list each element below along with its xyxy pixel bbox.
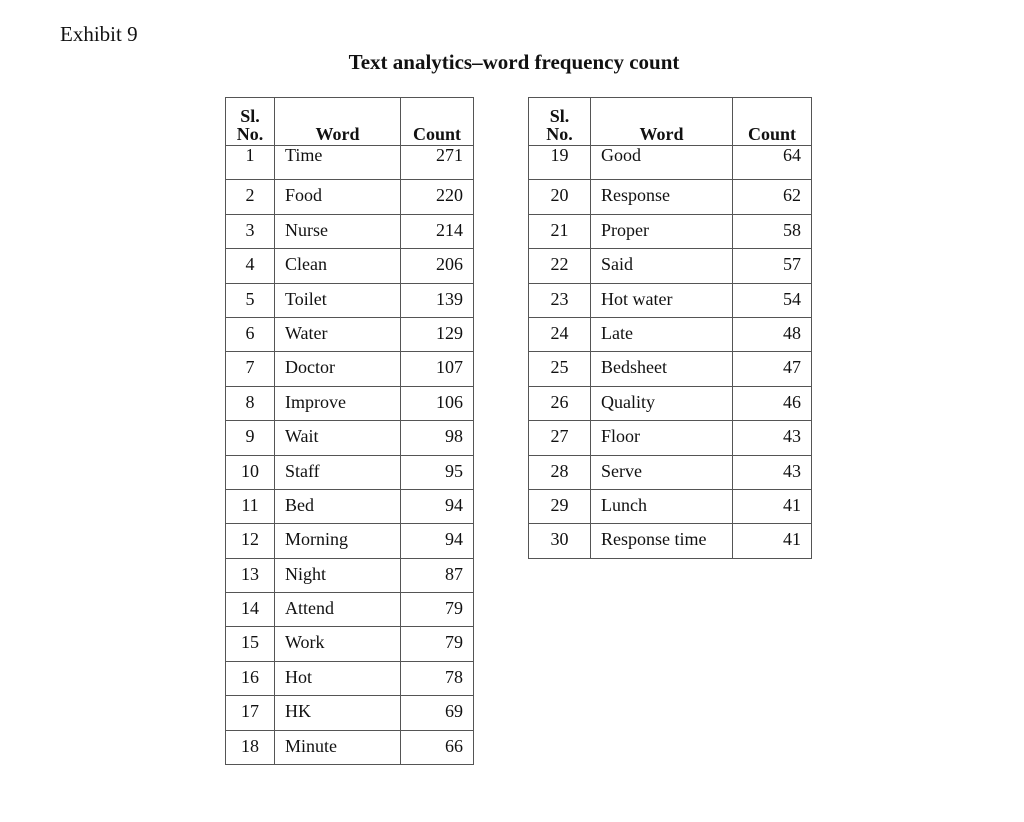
table-row xyxy=(529,455,812,489)
row-count: 94 xyxy=(401,489,474,523)
table-row xyxy=(226,386,474,420)
row-word: Morning xyxy=(275,524,401,558)
table-header-row xyxy=(226,98,474,146)
row-sl-no: 21 xyxy=(529,214,591,248)
table-row xyxy=(226,421,474,455)
row-count: 139 xyxy=(401,283,474,317)
row-count: 79 xyxy=(401,627,474,661)
row-sl-no: 20 xyxy=(529,180,591,214)
row-word: Minute xyxy=(275,730,401,764)
row-word: Wait xyxy=(275,421,401,455)
row-word: Hot xyxy=(275,661,401,695)
table-row xyxy=(226,593,474,627)
row-count: 107 xyxy=(401,352,474,386)
row-sl-no: 28 xyxy=(529,455,591,489)
row-sl-no: 14 xyxy=(226,593,275,627)
row-count: 214 xyxy=(401,214,474,248)
row-word: Improve xyxy=(275,386,401,420)
row-word: Lunch xyxy=(591,489,733,523)
row-count: 41 xyxy=(733,524,812,558)
row-word: Hot water xyxy=(591,283,733,317)
row-sl-no: 6 xyxy=(226,317,275,351)
word-frequency-table-right xyxy=(528,97,812,559)
row-count: 57 xyxy=(733,249,812,283)
table-row xyxy=(529,317,812,351)
row-count: 220 xyxy=(401,180,474,214)
row-word: Clean xyxy=(275,249,401,283)
header-word: Word xyxy=(591,98,733,146)
row-count: 206 xyxy=(401,249,474,283)
row-word: Work xyxy=(275,627,401,661)
row-word: Serve xyxy=(591,455,733,489)
row-word: Water xyxy=(275,317,401,351)
row-sl-no: 27 xyxy=(529,421,591,455)
table-row xyxy=(226,146,474,180)
table-row xyxy=(529,283,812,317)
row-word: Staff xyxy=(275,455,401,489)
row-sl-no: 26 xyxy=(529,386,591,420)
table-row xyxy=(226,696,474,730)
table-row xyxy=(529,421,812,455)
row-count: 94 xyxy=(401,524,474,558)
row-word: Response xyxy=(591,180,733,214)
row-sl-no: 11 xyxy=(226,489,275,523)
row-word: Response time xyxy=(591,524,733,558)
row-count: 43 xyxy=(733,421,812,455)
table-row xyxy=(529,180,812,214)
row-sl-no: 10 xyxy=(226,455,275,489)
row-sl-no: 25 xyxy=(529,352,591,386)
row-word: Nurse xyxy=(275,214,401,248)
row-word: Attend xyxy=(275,593,401,627)
table-row xyxy=(226,661,474,695)
row-sl-no: 5 xyxy=(226,283,275,317)
row-sl-no: 23 xyxy=(529,283,591,317)
row-count: 129 xyxy=(401,317,474,351)
row-sl-no: 1 xyxy=(226,146,275,180)
table-row xyxy=(226,627,474,661)
table-row xyxy=(226,524,474,558)
row-word: Said xyxy=(591,249,733,283)
row-word: Time xyxy=(275,146,401,180)
row-sl-no: 3 xyxy=(226,214,275,248)
row-word: Proper xyxy=(591,214,733,248)
row-count: 106 xyxy=(401,386,474,420)
row-count: 69 xyxy=(401,696,474,730)
row-sl-no: 8 xyxy=(226,386,275,420)
row-sl-no: 7 xyxy=(226,352,275,386)
table-row xyxy=(226,283,474,317)
row-sl-no: 22 xyxy=(529,249,591,283)
row-count: 271 xyxy=(401,146,474,180)
table-row xyxy=(226,214,474,248)
row-sl-no: 29 xyxy=(529,489,591,523)
header-sl-no: Sl. No. xyxy=(226,98,275,146)
row-count: 95 xyxy=(401,455,474,489)
row-count: 58 xyxy=(733,214,812,248)
row-word: Toilet xyxy=(275,283,401,317)
page-title: Text analytics–word frequency count xyxy=(348,50,680,74)
row-sl-no: 15 xyxy=(226,627,275,661)
table-row xyxy=(226,558,474,592)
row-word: Good xyxy=(591,146,733,180)
row-count: 64 xyxy=(733,146,812,180)
row-count: 62 xyxy=(733,180,812,214)
row-count: 47 xyxy=(733,352,812,386)
word-frequency-table-left xyxy=(225,97,474,765)
header-sl-no: Sl. No. xyxy=(529,98,591,146)
row-sl-no: 16 xyxy=(226,661,275,695)
row-count: 78 xyxy=(401,661,474,695)
header-word: Word xyxy=(275,98,401,146)
row-sl-no: 19 xyxy=(529,146,591,180)
header-count: Count xyxy=(401,98,474,146)
exhibit-label: Exhibit 9 xyxy=(60,22,138,46)
row-count: 66 xyxy=(401,730,474,764)
row-word: Food xyxy=(275,180,401,214)
table-row xyxy=(226,352,474,386)
table-row xyxy=(226,489,474,523)
table-row xyxy=(226,455,474,489)
row-count: 98 xyxy=(401,421,474,455)
table-row xyxy=(226,180,474,214)
row-word: Floor xyxy=(591,421,733,455)
row-sl-no: 17 xyxy=(226,696,275,730)
row-count: 54 xyxy=(733,283,812,317)
row-sl-no: 2 xyxy=(226,180,275,214)
header-count: Count xyxy=(733,98,812,146)
row-word: Late xyxy=(591,317,733,351)
row-sl-no: 24 xyxy=(529,317,591,351)
row-count: 48 xyxy=(733,317,812,351)
table-row xyxy=(529,386,812,420)
row-count: 79 xyxy=(401,593,474,627)
table-row xyxy=(529,352,812,386)
table-row xyxy=(226,249,474,283)
row-word: Bedsheet xyxy=(591,352,733,386)
row-sl-no: 9 xyxy=(226,421,275,455)
row-word: HK xyxy=(275,696,401,730)
row-count: 87 xyxy=(401,558,474,592)
table-row xyxy=(529,146,812,180)
row-word: Doctor xyxy=(275,352,401,386)
table-row xyxy=(529,214,812,248)
row-sl-no: 18 xyxy=(226,730,275,764)
row-count: 41 xyxy=(733,489,812,523)
table-row xyxy=(529,524,812,558)
row-count: 43 xyxy=(733,455,812,489)
row-sl-no: 30 xyxy=(529,524,591,558)
row-count: 46 xyxy=(733,386,812,420)
table-row xyxy=(529,249,812,283)
row-word: Quality xyxy=(591,386,733,420)
row-sl-no: 4 xyxy=(226,249,275,283)
row-sl-no: 13 xyxy=(226,558,275,592)
row-word: Bed xyxy=(275,489,401,523)
row-sl-no: 12 xyxy=(226,524,275,558)
table-row xyxy=(226,317,474,351)
table-header-row xyxy=(529,98,812,146)
table-row xyxy=(529,489,812,523)
table-row xyxy=(226,730,474,764)
row-word: Night xyxy=(275,558,401,592)
